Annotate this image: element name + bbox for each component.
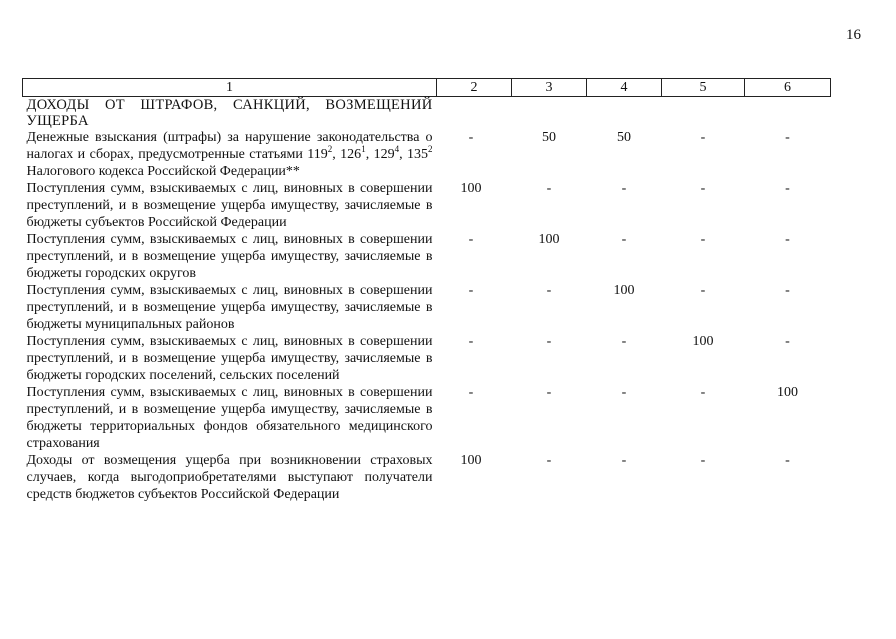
cell-value: - <box>546 334 552 349</box>
cell-value: - <box>468 283 474 298</box>
table-row <box>23 333 831 384</box>
row-description: Поступления сумм, взыскиваемых с лиц, виновных в совершении преступлений, и в возмещение ущерба имуществу, зачисляемые в бюджеты субъектов Российской Федерации <box>26 181 433 230</box>
section-title: ДОХОДЫ ОТ ШТРАФОВ, САНКЦИЙ, ВОЗМЕЩЕНИЙ УЩЕРБА <box>26 97 433 129</box>
cell-value: - <box>785 232 790 247</box>
column-header: 4 <box>587 79 662 97</box>
cell-value: - <box>700 181 706 196</box>
cell-value: 100 <box>692 334 714 349</box>
cell-value: - <box>700 385 706 400</box>
cell-value: - <box>785 453 790 468</box>
cell-value: - <box>700 232 706 247</box>
cell-value: - <box>546 283 552 298</box>
row-description: Поступления сумм, взыскиваемых с лиц, виновных в совершении преступлений, и в возмещение ущерба имуществу, зачисляемые в бюджеты территориальных фондов обязательного медицинского страхования <box>26 385 433 451</box>
cell-value: - <box>700 453 706 468</box>
row-description: Поступления сумм, взыскиваемых с лиц, виновных в совершении преступлений, и в возмещение ущерба имуществу, зачисляемые в бюджеты городских округов <box>26 232 433 281</box>
row-description: Поступления сумм, взыскиваемых с лиц, виновных в совершении преступлений, и в возмещение ущерба имуществу, зачисляемые в бюджеты городских поселений, сельских поселений <box>26 334 433 383</box>
cell-value: - <box>546 385 552 400</box>
cell-value: 50 <box>617 130 631 145</box>
cell-value: - <box>785 283 790 298</box>
cell-value: 100 <box>613 283 635 298</box>
column-header: 5 <box>662 79 745 97</box>
cell-value: - <box>546 181 552 196</box>
column-header: 6 <box>745 79 831 97</box>
cell-value: - <box>468 385 474 400</box>
row-description: Поступления сумм, взыскиваемых с лиц, виновных в совершении преступлений, и в возмещение ущерба имуществу, зачисляемые в бюджеты муниципальных районов <box>26 283 433 332</box>
column-header: 1 <box>23 79 437 97</box>
table-row <box>23 452 831 503</box>
cell-value: - <box>621 232 627 247</box>
cell-value: - <box>621 181 627 196</box>
column-header: 3 <box>512 79 587 97</box>
cell-value: - <box>621 385 627 400</box>
cell-value: 50 <box>542 130 556 145</box>
cell-value: 100 <box>460 453 482 468</box>
column-header: 2 <box>437 79 512 97</box>
cell-value: - <box>468 232 474 247</box>
cell-value: - <box>700 283 706 298</box>
column-number-header-row <box>23 79 831 97</box>
table-row <box>23 231 831 282</box>
table-row <box>23 180 831 231</box>
cell-value: - <box>785 130 790 145</box>
row-description: Доходы от возмещения ущерба при возникновении страховых случаев, когда выгодоприобретателями выступают получатели средств бюджетов субъектов Российской Федерации <box>26 453 433 502</box>
section-title-row <box>23 97 831 130</box>
cell-value: - <box>700 130 706 145</box>
page-number: 16 <box>846 27 861 43</box>
table-row <box>23 129 831 180</box>
cell-value: - <box>468 130 474 145</box>
cell-value: - <box>621 453 627 468</box>
cell-value: - <box>621 334 627 349</box>
table-row <box>23 384 831 452</box>
revenue-distribution-table <box>22 78 831 503</box>
cell-value: - <box>468 334 474 349</box>
cell-value: 100 <box>460 181 482 196</box>
cell-value: 100 <box>538 232 560 247</box>
cell-value: - <box>546 453 552 468</box>
cell-value: 100 <box>777 385 798 400</box>
cell-value: - <box>785 181 790 196</box>
table-row <box>23 282 831 333</box>
row-description: Денежные взыскания (штрафы) за нарушение законодательства о налогах и сборах, предусмотренные статьями $119^2$, $126^1$, $129^4$, $135^2$ Налогового кодекса Российской Федерации** <box>26 130 433 179</box>
cell-value: - <box>785 334 790 349</box>
